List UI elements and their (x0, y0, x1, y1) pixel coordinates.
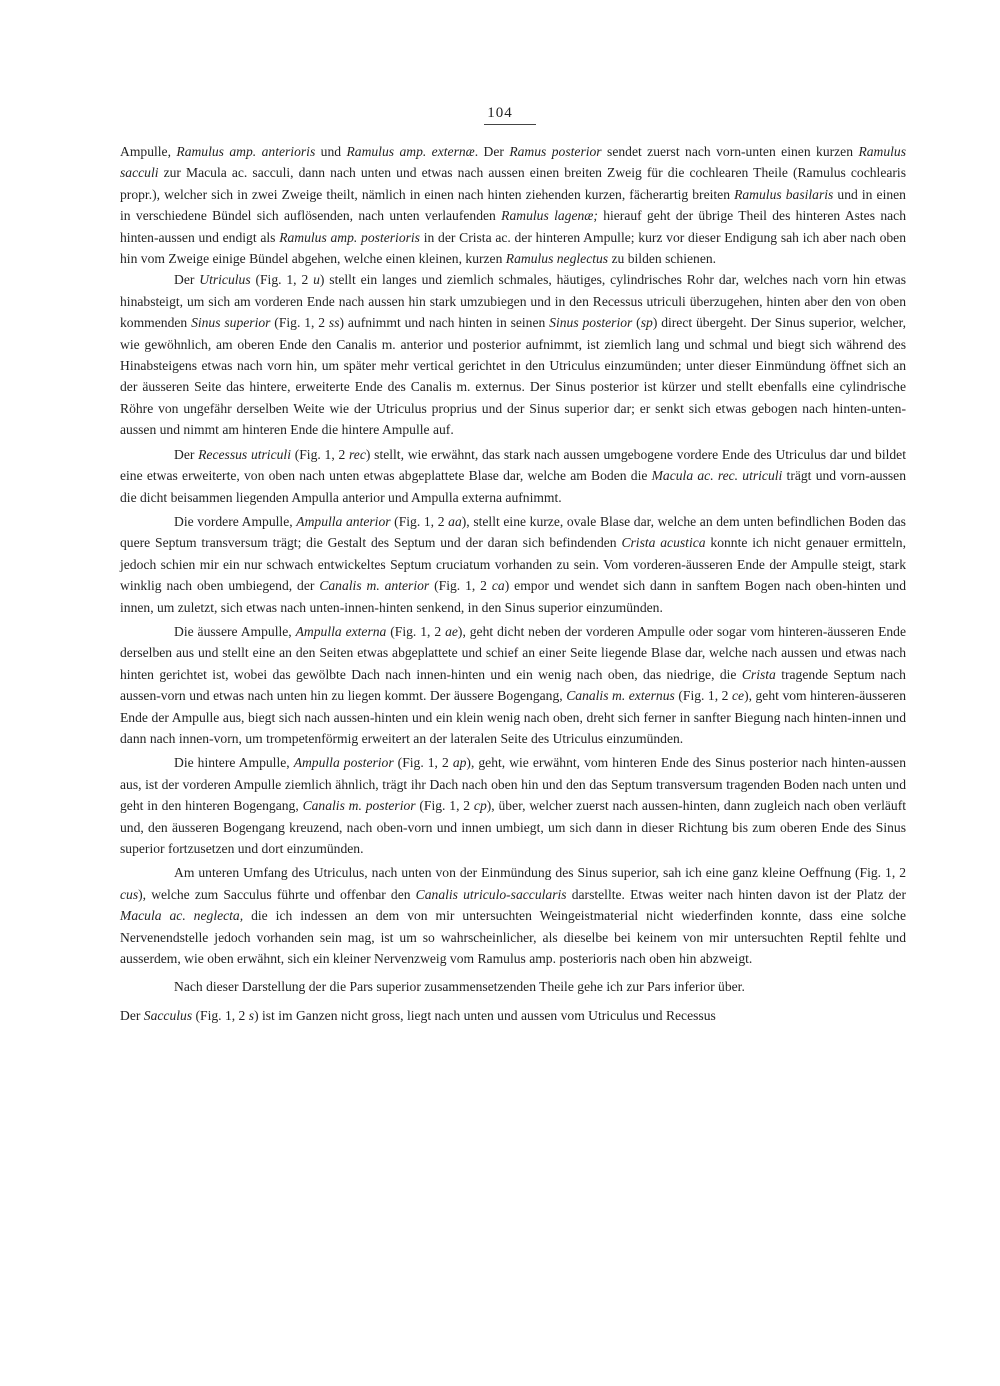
italic-term: aa (448, 513, 462, 529)
text-run: . Der (474, 144, 510, 159)
text-run: darstellte. Etwas weiter nach hinten davon ist der Platz der (566, 886, 906, 902)
italic-term: Utriculus (199, 272, 251, 288)
italic-term: Sinus posterior (549, 315, 633, 331)
text-run: ), geht dicht neben der vorderen Ampulle oder sogar vom hinteren-äusseren Ende derselben aus und stellt eine an den Seiten etwas abgeplattete und schief an einer Seite liegende Blase dar, welche nach aussen und etwas nach hinten gerichtet ist, wobei das gewölbte Dach nach innen-hinten und ein wenig nach oben, das niedrige, die (120, 623, 907, 682)
paragraph (120, 752, 906, 859)
text-run: (Fig. 1, 2 (674, 688, 732, 704)
paragraph (120, 269, 906, 440)
text-run: (Fig. 1, 2 (429, 578, 492, 594)
text-run: sendet zuerst nach vorn-unten einen kurzen (601, 144, 859, 159)
italic-term: ss (328, 315, 340, 331)
paragraph (120, 621, 906, 749)
italic-term: Ramulus amp. externæ (346, 144, 475, 159)
text-run: ) ist im Ganzen nicht gross, liegt nach unten und aussen vom Utriculus und Recessus (254, 1007, 716, 1023)
text-run: Am unteren Umfang des Utriculus, nach unten von der Einmündung des Sinus superior, sah ich eine ganz kleine Oeffnung (Fig. 1, 2 (174, 865, 906, 881)
paragraph (120, 862, 906, 969)
italic-term: ap (452, 755, 467, 771)
text-run: ), stellt eine kurze, ovale Blase dar, welche an dem unten befindlichen Boden das quere Septum transversum trägt; die Gestalt des Septum und der daran sich befindenden (120, 513, 906, 551)
text-run: (Fig. 1, 2 (415, 798, 474, 814)
italic-term: Sinus superior (191, 315, 271, 331)
text-run: konnte ich nicht genauer ermitteln, jedoch schien mir ein nur schwach entwickeltes Septum cruciatum vorhanden zu sein. Vom vorderen-äusseren Ende der Ampulle steigt, stark winklig nach oben umbiegend, der (120, 535, 906, 594)
italic-term: cp (473, 798, 487, 814)
italic-term: ce (731, 688, 745, 704)
text-run: (Fig. 1, 2 (250, 272, 314, 288)
text-run: ) empor und wendet sich dann in sanftem Bogen nach oben-hinten und innen, um zuletzt, sich etwas nach unten-innen-hinten senkend, in den Sinus superior einzumünden. (120, 578, 906, 615)
text-run: ), geht, wie erwähnt, vom hinteren Ende des Sinus posterior nach hinten-aussen aus, ist der vorderen Ampulle ziemlich ähnlich, trägt ihr Dach nach oben hin und den das Septum transversum tragenden Boden nach unten und geht in den hinteren Bogengang, (120, 755, 907, 814)
text-run: Der (174, 446, 199, 462)
text-run: ( (632, 315, 641, 331)
text-run: trägt und vorn-aussen die dicht beisammen liegenden Ampulla anterior und Ampulla externa aufnimmt. (120, 468, 906, 505)
text-run: zu bilden schienen. (608, 251, 717, 267)
italic-term: Canalis m. posterior (302, 798, 416, 814)
text-run: hierauf geht der übrige Theil des hinteren Astes nach hinten-aussen und endigt als (120, 208, 906, 245)
italic-term: Macula ac. rec. utriculi (651, 468, 783, 484)
text-run: Die hintere Ampulle, (174, 755, 294, 771)
text-run: (Fig. 1, 2 (192, 1007, 249, 1023)
italic-term: Ramus posterior (509, 144, 602, 159)
text-run: (Fig. 1, 2 (270, 315, 329, 331)
text-run: die ich indessen an dem von mir untersuchten Weingeistmaterial nicht wiederfinden konnte, dass eine solche Nervenendstelle jedoch vorhanden sein mag, ist um so wahrscheinlicher, als dieselbe bei keinem von mir untersuchten Reptil fehlte und ausserdem, wie oben erwähnt, sich ein kleiner Nervenzweig vom Ramulus amp. posterioris nach oben hin abzweigt. (120, 908, 907, 967)
text-run: und in einen in verschiedene Bündel sich auflösenden, nach unten verlaufenden (120, 186, 906, 224)
text-run: Nach dieser Darstellung der die Pars superior zusammensetzenden Theile gehe ich zur Pars inferior über. (174, 979, 745, 995)
text-run: ) stellt, wie erwähnt, das stark nach aussen umgebogene vordere Ende des Utriculus dar und bildet eine etwas erweiterte, von oben nach unten etwas abgeplattete Blase dar, welche am Boden die (120, 446, 906, 484)
italic-term: Ampulla posterior (293, 755, 394, 771)
italic-term: Crista (741, 666, 776, 682)
text-run: in der Crista ac. der hinteren Ampulle; kurz vor dieser Endigung sah ich aber nach oben hin vom Zweige einige Bündel abgehen, welche einen kleinen, kurzen (120, 229, 906, 267)
italic-term: ca (491, 578, 505, 594)
text-run: zur Macula ac. sacculi, dann nach unten und etwas nach aussen einen breiten Zweig für die cochlearen Theile (Ramulus cochlearis propr.), welcher sich in zwei Zweige theilt, nämlich in einen nach hinten ziehenden kurzen, fächerartig breiten (120, 165, 906, 202)
italic-term: Ramulus amp. posterioris (279, 229, 420, 245)
text-run: (Fig. 1, 2 (393, 755, 453, 771)
italic-term: u (313, 272, 320, 288)
italic-term: Ampulla anterior (296, 513, 391, 529)
paragraph (120, 976, 906, 997)
text-run: tragende Septum nach aussen-vorn und etwas nach unten hin zu liegen kommt. Der äussere Bogengang, (120, 666, 906, 704)
paragraph (120, 444, 906, 508)
italic-term: rec (349, 446, 366, 462)
body-text (120, 141, 906, 1026)
page-number: 104 (487, 105, 513, 121)
italic-term: Ramulus basilaris (734, 186, 834, 202)
text-run: ) stellt ein langes und ziemlich schmales, häutiges, cylindrisches Rohr dar, welches nach vorn hin etwas hinabsteigt, um sich am vorderen Ende nach aussen hin stark umzubiegen und in den Recessus utriculi überzugehen, hinten aber den von oben kommenden (120, 272, 907, 331)
text-run: und (315, 144, 347, 159)
text-run: (Fig. 1, 2 (386, 623, 446, 639)
italic-term: Canalis utriculo-saccularis (415, 886, 567, 902)
text-run: Die vordere Ampulle, (174, 513, 297, 529)
italic-term: sp (640, 315, 653, 331)
text-run: (Fig. 1, 2 (390, 513, 449, 529)
text-run: (Fig. 1, 2 (290, 446, 350, 462)
italic-term: Ampulla externa (295, 623, 387, 639)
paragraph (120, 1005, 906, 1026)
text-run: Ampulle, (120, 144, 177, 159)
italic-term: Macula ac. neglecta, (120, 908, 244, 924)
paragraph (120, 511, 906, 618)
italic-term: Ramulus lagenæ; (501, 208, 598, 224)
text-run: ), geht vom hinteren-äusseren Ende der Ampulle aus, biegt sich nach aussen-hinten und ein klein wenig nach oben, dreht sich ferner in sanfter Biegung nach hinten-innen und dann nach innen-vorn, um trompetenförmig erweitert an der lateralen Seite des Utriculus einzumünden. (120, 688, 906, 746)
text-run: ), über, welcher zuerst nach aussen-hinten, dann zugleich nach oben verläuft und, den äusseren Bogengang kreuzend, nach oben-vorn und innen umbiegt, um sich dann in dieser Richtung bis zum oberen Ende des Sinus superior fortzusetzen und dort einzumünden. (120, 798, 906, 856)
italic-term: Recessus utriculi (198, 446, 291, 462)
italic-term: cus (120, 886, 139, 902)
italic-term: Ramulus sacculi (120, 144, 907, 181)
page-number-rule (484, 124, 536, 125)
text-run: ) direct übergeht. Der Sinus superior, welcher, wie gewöhnlich, am oberen Ende den Canalis m. anterior und posterior aufnimmt, ist ziemlich lang und schmal und biegt sich während des Hinabsteigens etwas nach vorn hin, um später mehr vertical gerichtet in den Utriculus einzumünden; unter dieser Einmündung öffnet sich an der äusseren Seite das hintere, erweiterte Ende des Canalis m. externus. Der Sinus posterior ist kürzer und stellt ebenfalls eine cylindrische Röhre von ungefähr derselben Weite wie der Utriculus proprius und der Sinus superior dar; er senkt sich etwas gebogen nach hinten-unten-aussen und nimmt am hinteren Ende die hintere Ampulle auf. (120, 315, 906, 438)
text-run: Die äussere Ampulle, (174, 623, 296, 639)
italic-term: Sacculus (143, 1007, 193, 1023)
text-run: Der (120, 1007, 144, 1023)
italic-term: s (248, 1007, 255, 1023)
italic-term: Canalis m. anterior (319, 578, 430, 594)
italic-term: Canalis m. externus (566, 688, 675, 704)
italic-term: Ramulus amp. anterioris (176, 144, 316, 159)
italic-term: Crista acustica (621, 535, 706, 551)
italic-term: ae (445, 623, 458, 639)
paragraph (120, 141, 906, 269)
text-run: Der (174, 272, 200, 288)
text-run: ), welche zum Sacculus führte und offenbar den (138, 886, 416, 902)
text-run: ) aufnimmt und nach hinten in seinen (339, 315, 550, 331)
italic-term: Ramulus neglectus (505, 251, 609, 267)
